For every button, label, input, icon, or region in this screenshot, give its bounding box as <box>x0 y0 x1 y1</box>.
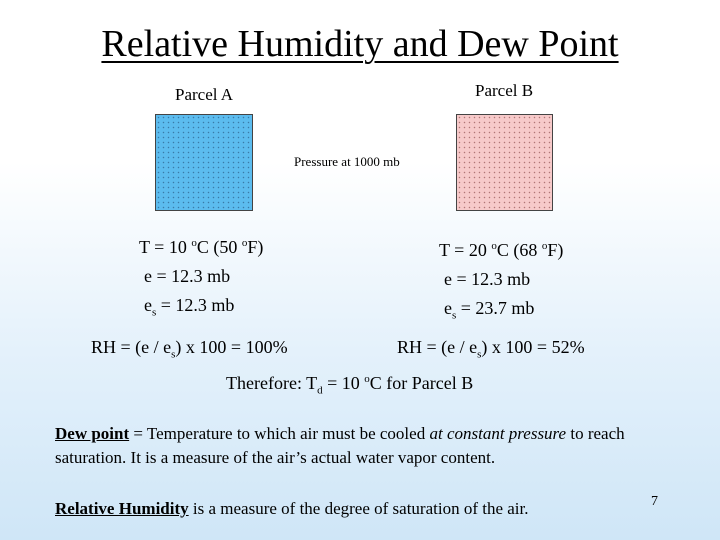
parcel-a-relative-humidity: RH = $(e / e_s)$ x 100 = 100% <box>91 337 288 361</box>
parcel-a-saturation-vapor-pressure: $e_s = 12.3$ mb <box>144 295 235 319</box>
parcel-a-box <box>155 114 253 211</box>
relative-humidity-term: Relative Humidity <box>55 499 189 518</box>
parcel-b-temperature: T = 20 $^o$C (68 $^o$F) <box>439 240 564 260</box>
parcel-a-temperature: T = 10 $^o$C (50 $^o$F) <box>139 237 264 257</box>
relative-humidity-definition: Relative Humidity is a measure of the degree of saturation of the air. <box>55 499 529 518</box>
parcel-a-label: Parcel A <box>175 85 234 104</box>
page-number: 7 <box>651 494 658 509</box>
pressure-label: Pressure at 1000 mb <box>294 154 400 169</box>
slide-title: Relative Humidity and Dew Point <box>101 23 619 65</box>
conclusion-text: Therefore: $T_d = 10$ $^o$C for Parcel B <box>226 373 474 397</box>
parcel-b-box <box>456 114 553 211</box>
parcel-b-label: Parcel B <box>475 81 534 100</box>
dew-point-term: Dew point <box>55 424 130 443</box>
parcel-b-vapor-pressure: e = 12.3 mb <box>444 269 531 289</box>
dew-point-definition: Dew point = Temperature to which air must be cooled at constant pressure to reach saturation. It is a measure of the air’s actual water vapor content. <box>55 424 625 467</box>
parcel-b-saturation-vapor-pressure: $e_s = 23.7$ mb <box>444 298 535 322</box>
parcel-b-relative-humidity: RH = $(e / e_s)$ x 100 = 52% <box>397 337 585 361</box>
parcel-a-vapor-pressure: e = 12.3 mb <box>144 266 231 286</box>
